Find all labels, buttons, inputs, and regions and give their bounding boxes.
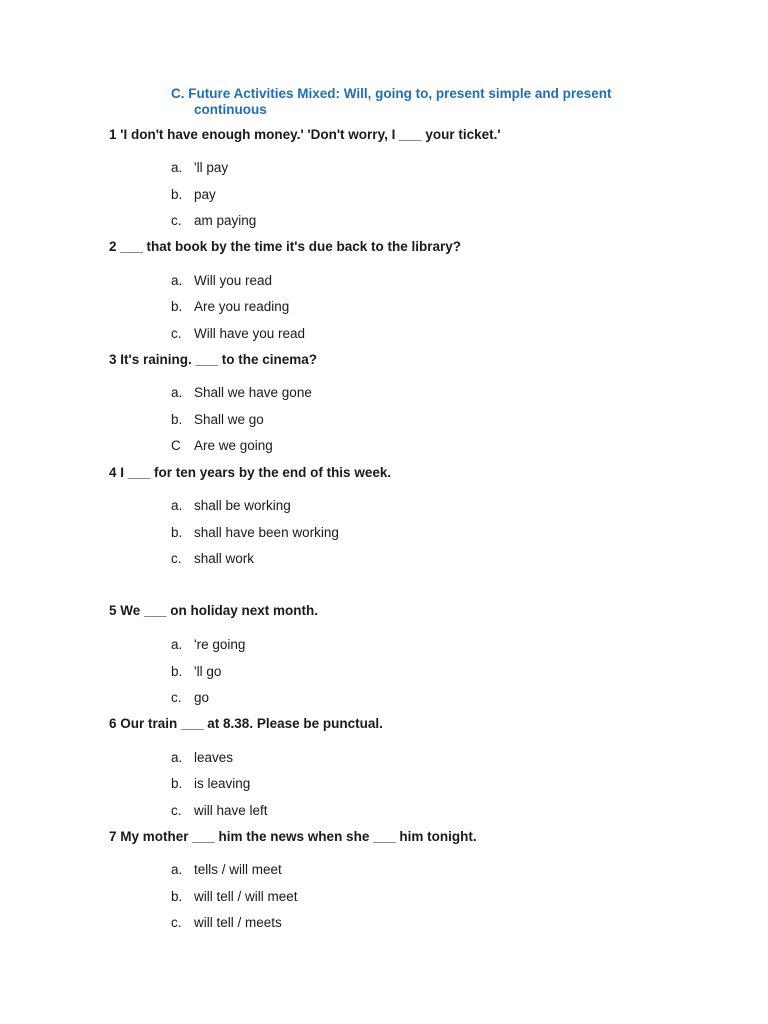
option-letter: a. bbox=[171, 637, 183, 652]
option-text: will have left bbox=[194, 803, 268, 818]
question-5: 5 We ___ on holiday next month. bbox=[109, 603, 319, 618]
question-7: 7 My mother ___ him the news when she ___ him tonight. bbox=[109, 829, 477, 844]
option-text: shall be working bbox=[194, 498, 291, 513]
option-letter: a. bbox=[171, 498, 183, 513]
option-letter: C bbox=[171, 438, 181, 453]
option-text: shall have been working bbox=[194, 525, 339, 540]
option-text: is leaving bbox=[194, 776, 251, 791]
option-text: will tell / meets bbox=[194, 915, 282, 930]
option-2b bbox=[171, 299, 289, 315]
option-6a bbox=[171, 750, 233, 766]
option-letter: b. bbox=[171, 299, 183, 314]
question-3: 3 It's raining. ___ to the cinema? bbox=[109, 352, 318, 367]
option-5b bbox=[171, 664, 221, 680]
option-letter: c. bbox=[171, 551, 182, 566]
option-text: 're going bbox=[194, 637, 246, 652]
option-6b bbox=[171, 776, 250, 792]
option-2a bbox=[171, 273, 272, 289]
question-6: 6 Our train ___ at 8.38. Please be punctual. bbox=[109, 716, 383, 731]
option-letter: a. bbox=[171, 273, 183, 288]
option-text: go bbox=[194, 690, 210, 705]
option-1b bbox=[171, 187, 216, 203]
section-heading bbox=[171, 86, 671, 117]
heading-line-1: C. Future Activities Mixed: Will, going to, present simple and present bbox=[171, 86, 612, 101]
option-letter: c. bbox=[171, 915, 182, 930]
option-letter: c. bbox=[171, 803, 182, 818]
question-2: 2 ___ that book by the time it's due back to the library? bbox=[109, 239, 462, 254]
option-3a bbox=[171, 385, 312, 401]
option-6c bbox=[171, 803, 268, 819]
option-letter: c. bbox=[171, 690, 182, 705]
option-letter: b. bbox=[171, 412, 183, 427]
option-letter: b. bbox=[171, 187, 183, 202]
option-7b bbox=[171, 889, 298, 905]
option-1c bbox=[171, 213, 256, 229]
option-5c bbox=[171, 690, 209, 706]
option-4b bbox=[171, 525, 339, 541]
question-1: 1 'I don't have enough money.' 'Don't worry, I ___ your ticket.' bbox=[109, 127, 501, 142]
option-text: Will have you read bbox=[194, 326, 306, 341]
option-text: will tell / will meet bbox=[194, 889, 298, 904]
option-text: Are you reading bbox=[194, 299, 290, 314]
option-text: pay bbox=[194, 187, 216, 202]
option-letter: b. bbox=[171, 664, 183, 679]
option-text: Will you read bbox=[194, 273, 273, 288]
option-5a bbox=[171, 637, 245, 653]
option-letter: c. bbox=[171, 326, 182, 341]
option-letter: a. bbox=[171, 750, 183, 765]
option-letter: a. bbox=[171, 160, 183, 175]
option-letter: b. bbox=[171, 889, 183, 904]
option-text: Shall we have gone bbox=[194, 385, 312, 400]
option-3c bbox=[171, 438, 273, 454]
option-text: tells / will meet bbox=[194, 862, 282, 877]
option-text: am paying bbox=[194, 213, 257, 228]
option-letter: a. bbox=[171, 862, 183, 877]
option-4a bbox=[171, 498, 291, 514]
option-text: Are we going bbox=[194, 438, 273, 453]
heading-line-2: continuous bbox=[194, 101, 267, 117]
option-7a bbox=[171, 862, 282, 878]
option-text: 'll pay bbox=[194, 160, 229, 175]
option-text: shall work bbox=[194, 551, 255, 566]
option-letter: b. bbox=[171, 525, 183, 540]
option-2c bbox=[171, 326, 305, 342]
option-text: leaves bbox=[194, 750, 234, 765]
option-text: 'll go bbox=[194, 664, 222, 679]
option-7c bbox=[171, 915, 282, 931]
option-1a bbox=[171, 160, 228, 176]
option-4c bbox=[171, 551, 254, 567]
option-letter: c. bbox=[171, 213, 182, 228]
question-4: 4 I ___ for ten years by the end of this week. bbox=[109, 465, 392, 480]
option-letter: a. bbox=[171, 385, 183, 400]
option-3b bbox=[171, 412, 264, 428]
option-text: Shall we go bbox=[194, 412, 264, 427]
option-letter: b. bbox=[171, 776, 183, 791]
